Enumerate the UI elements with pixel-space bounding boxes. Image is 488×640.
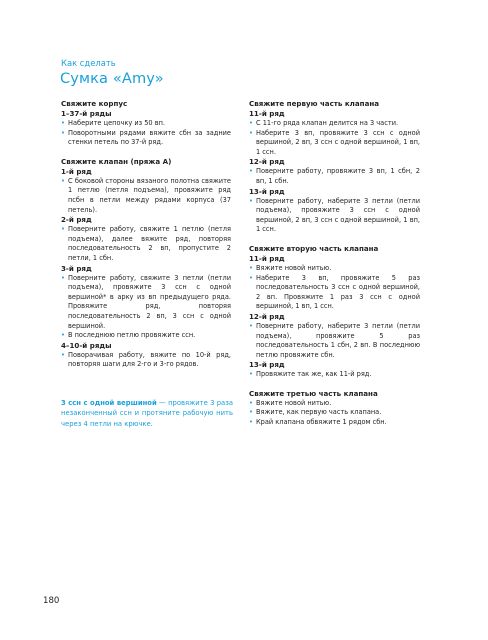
instruction-list xyxy=(61,119,231,148)
row-label: 12-й ряд xyxy=(249,157,285,167)
section-title: Свяжите клапан (пряжа А) xyxy=(61,156,172,166)
section-flap xyxy=(61,157,231,370)
bullet-icon: • xyxy=(249,273,253,282)
row-label: 1–37-й ряды xyxy=(61,109,112,118)
row-label: 12-й ряд xyxy=(249,311,285,321)
bullet-icon: • xyxy=(249,167,253,176)
list-item-text: Край клапана обвяжите 1 рядом сбн. xyxy=(256,418,387,427)
row-label: 13-й ряд xyxy=(249,360,285,370)
bullet-icon: • xyxy=(249,408,253,417)
list-item xyxy=(249,322,420,360)
instruction-list xyxy=(61,177,231,215)
section-flap-part-2 xyxy=(249,244,420,380)
list-item-text: Поверните работу, свяжите 3 петли (петли подъема), провяжите 3 ссн с одной вершиной* в арку из вп предыдущего ряда. Провяжите ряд, повторяя последовательность 2 вп, 3 ссн с одной вершиной. xyxy=(68,273,231,330)
bullet-icon: • xyxy=(249,119,253,127)
list-item-text: Вяжите новой нитью. xyxy=(256,263,332,272)
instruction-list xyxy=(61,274,231,341)
section-title: Свяжите третью часть клапана xyxy=(249,388,378,398)
list-item xyxy=(249,119,420,129)
list-item xyxy=(249,399,420,409)
list-item-text: Поворотными рядами вяжите сбн за задние стенки петель по 37-й ряд. xyxy=(68,128,231,147)
instruction-list xyxy=(249,119,420,157)
row-label: 3-й ряд xyxy=(61,263,92,273)
section-title: Свяжите корпус xyxy=(61,99,128,108)
list-item xyxy=(249,370,420,380)
instruction-list xyxy=(249,322,420,360)
bullet-icon: • xyxy=(61,350,65,359)
left-column xyxy=(61,99,231,379)
footnote xyxy=(61,398,233,429)
list-item-text: С боковой стороны вязаного полотна свяжите 1 петлю (петля подъема), провяжите ряд псбн в петли между рядами корпуса (37 петель). xyxy=(68,176,231,214)
list-item-text: В последнюю петлю провяжите ссн. xyxy=(68,331,196,340)
list-item xyxy=(61,274,231,332)
page-number: 180 xyxy=(43,596,60,606)
list-item xyxy=(61,225,231,263)
footnote-text: — провяжите 3 раза незаконченный ссн и протяните рабочую нить через 4 петли на крючке. xyxy=(61,399,233,428)
bullet-icon: • xyxy=(61,176,65,185)
bullet-icon: • xyxy=(61,331,65,340)
section-kicker: Как сделать xyxy=(61,58,116,68)
instruction-list xyxy=(249,264,420,312)
bullet-icon: • xyxy=(249,418,253,427)
bullet-icon: • xyxy=(61,119,65,127)
list-item xyxy=(61,129,231,148)
list-item xyxy=(61,331,231,341)
list-item-text: Поверните работу, наберите 3 петли (петли подъема), провяжите 3 ссн с одной вершиной, 2 вп, 3 ссн с одной вершиной, 1 вп, 1 ссн. xyxy=(256,196,420,234)
page-title: Сумка «Amy» xyxy=(60,70,164,87)
list-item xyxy=(249,197,420,235)
list-item xyxy=(249,274,420,312)
bullet-icon: • xyxy=(61,273,65,282)
list-item-text: Поверните работу, наберите 3 петли (петли подъема), провяжите 5 раз последовательность 1 сбн, 2 вп. В последнюю петлю провяжите сбн. xyxy=(256,321,420,359)
list-item xyxy=(249,264,420,274)
list-item xyxy=(61,177,231,215)
instruction-list xyxy=(249,167,420,186)
list-item-text: Наберите 3 вп, провяжите 5 раз последовательность 3 ссн с одной вершиной, 2 вп. Провяжите 1 раз 3 ссн с одной вершиной, 1 вп, 1 ссн. xyxy=(256,273,420,311)
list-item-text: Поверните работу, свяжите 1 петлю (петля подъема), далее вяжите ряд, повторяя последовательность 2 вп, пропустите 2 петли, 1 сбн. xyxy=(68,225,231,262)
row-label: 11-й ряд xyxy=(249,253,285,263)
section-body xyxy=(61,99,231,148)
list-item-text: Поворачивая работу, вяжите по 10-й ряд, повторяя шаги для 2-го и 3-го рядов. xyxy=(68,350,231,369)
instruction-list xyxy=(249,197,420,235)
list-item xyxy=(61,351,231,370)
list-item-text: С 11-го ряда клапан делится на 3 части. xyxy=(256,119,399,127)
right-column xyxy=(249,99,420,437)
instruction-list xyxy=(249,399,420,428)
list-item-text: Вяжите новой нитью. xyxy=(256,398,332,407)
instruction-list xyxy=(61,225,231,263)
bullet-icon: • xyxy=(249,128,253,137)
section-title: Свяжите вторую часть клапана xyxy=(249,243,379,253)
list-item xyxy=(249,129,420,158)
row-label: 4–10-й ряды xyxy=(61,340,112,350)
list-item-text: Провяжите так же, как 11-й ряд. xyxy=(256,370,372,379)
section-flap-part-1 xyxy=(249,99,420,235)
row-label: 11-й ряд xyxy=(249,109,285,118)
section-flap-part-3 xyxy=(249,389,420,428)
bullet-icon: • xyxy=(61,225,65,234)
list-item-text: Вяжите, как первую часть клапана. xyxy=(256,408,382,417)
list-item xyxy=(249,408,420,418)
bullet-icon: • xyxy=(249,196,253,205)
instruction-list xyxy=(249,370,420,380)
list-item xyxy=(61,119,231,129)
list-item-text: Наберите 3 вп, провяжите 3 ссн с одной вершиной, 2 вп, 3 ссн с одной вершиной, 1 вп, 1 ссн. xyxy=(256,128,420,156)
list-item xyxy=(249,418,420,428)
list-item xyxy=(249,167,420,186)
section-title: Свяжите первую часть клапана xyxy=(249,99,380,108)
row-label: 1-й ряд xyxy=(61,166,92,176)
bullet-icon: • xyxy=(249,321,253,330)
bullet-icon: • xyxy=(61,128,65,137)
footnote-term: 3 ссн с одной вершиной xyxy=(61,399,157,407)
bullet-icon: • xyxy=(249,370,253,379)
bullet-icon: • xyxy=(249,398,253,407)
row-label: 13-й ряд xyxy=(249,186,285,196)
list-item-text: Поверните работу, провяжите 3 вп, 1 сбн, 2 вп, 1 сбн. xyxy=(256,167,420,185)
row-label: 2-й ряд xyxy=(61,215,92,225)
bullet-icon: • xyxy=(249,263,253,272)
list-item-text: Наберите цепочку из 50 вп. xyxy=(68,119,166,127)
instruction-list xyxy=(61,351,231,370)
